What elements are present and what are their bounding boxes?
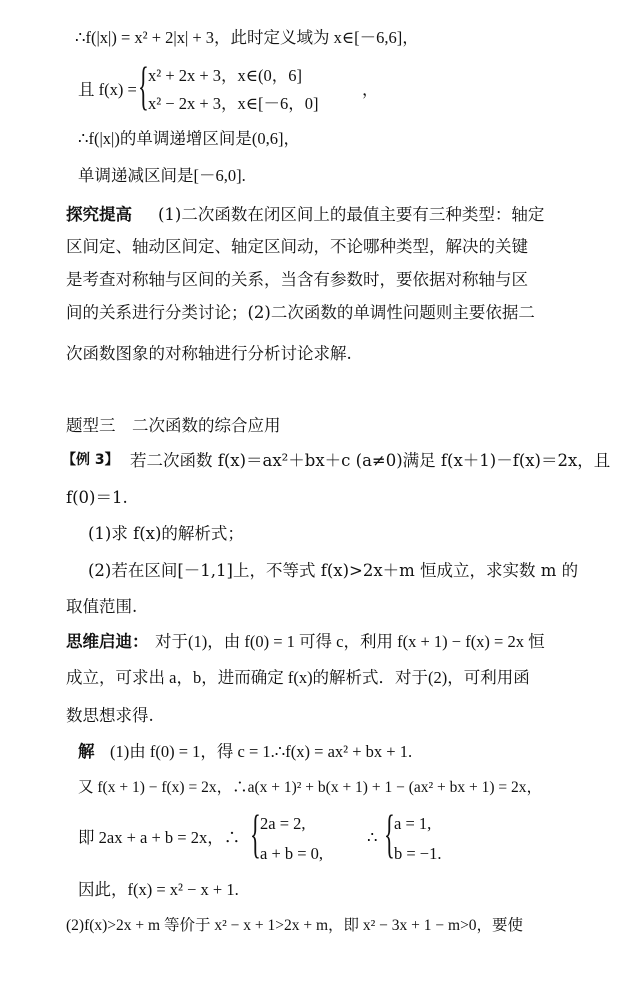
system-2-eq-2: b = −1. xyxy=(394,844,442,863)
brace-system-1: { xyxy=(250,806,261,865)
piecewise-comma: ， xyxy=(362,80,379,99)
brace-system-2: { xyxy=(384,806,395,865)
solution-line-1: (1)由 f(0) = 1，得 c = 1.∴f(x) = ax² + bx + 1. xyxy=(110,742,413,761)
question-2-line-1: (2)若在区间[－1,1]上，不等式 f(x)>2x＋m 恒成立，求实数 m 的 xyxy=(88,561,579,580)
solution-line-3: 即 2ax + a + b = 2x，∴ xyxy=(78,828,241,847)
inquiry-line-4: 间的关系进行分类讨论；(2)二次函数的单调性问题则主要依据二 xyxy=(66,303,535,322)
piecewise-case-2: x² − 2x + 3，x∈[－6，0] xyxy=(148,94,319,113)
inquiry-line-1: (1)二次函数在闭区间上的最值主要有三种类型：轴定 xyxy=(158,205,545,224)
system-1-eq-2: a + b = 0, xyxy=(260,844,324,863)
solution-line-4: 因此，f(x) = x² − x + 1. xyxy=(78,880,239,899)
example-line-2: f(0)＝1. xyxy=(66,488,128,507)
solution-label: 解 xyxy=(78,742,95,761)
line-decreasing: 单调递减区间是[－6,0]. xyxy=(78,166,246,185)
line-increasing: ∴f(|x|)的单调递增区间是(0,6]， xyxy=(78,129,300,148)
system-1-eq-1: 2a = 2, xyxy=(260,814,306,833)
hint-label: 思维启迪： xyxy=(66,632,149,651)
inquiry-line-5: 次函数图象的对称轴进行分析讨论求解. xyxy=(66,344,352,363)
inquiry-line-2: 区间定、轴动区间定、轴定区间动，不论哪种类型，解决的关键 xyxy=(66,237,528,256)
solution-line-2: 又 f(x + 1) − f(x) = 2x，∴a(x + 1)² + b(x + 1) + 1 − (ax² + bx + 1) = 2x， xyxy=(78,779,543,796)
therefore-symbol: ∴ xyxy=(367,828,378,847)
solution-line-5: (2)f(x)>2x + m 等价于 x² − x + 1>2x + m，即 x² − 3x + 1 − m>0，要使 xyxy=(66,917,524,934)
inquiry-label: 探究提高 xyxy=(66,205,132,224)
system-2-eq-1: a = 1, xyxy=(394,814,432,833)
piecewise-label: 且 f(x) = xyxy=(78,80,137,99)
example-line-1: 若二次函数 f(x)＝ax²＋bx＋c (a≠0)满足 f(x＋1)－f(x)＝2x，且 xyxy=(130,451,611,470)
hint-line-2: 成立，可求出 a，b，进而确定 f(x)的解析式．对于(2)，可利用函 xyxy=(66,668,530,687)
inquiry-line-3: 是考查对称轴与区间的关系，当含有参数时，要依据对称轴与区 xyxy=(66,270,528,289)
piecewise-case-1: x² + 2x + 3，x∈(0，6] xyxy=(148,66,303,85)
question-1: (1)求 f(x)的解析式； xyxy=(88,524,244,543)
hint-line-1: 对于(1)，由 f(0) = 1 可得 c，利用 f(x + 1) − f(x) = 2x 恒 xyxy=(155,632,545,651)
example-label: 【例 3】 xyxy=(62,452,119,468)
question-2-line-2: 取值范围. xyxy=(66,597,138,616)
hint-line-3: 数思想求得. xyxy=(66,706,154,725)
line-domain: ∴f(|x|) = x² + 2|x| + 3，此时定义域为 x∈[－6,6]， xyxy=(75,28,419,47)
brace-piecewise: { xyxy=(138,58,149,117)
section-heading: 题型三 二次函数的综合应用 xyxy=(66,416,281,435)
